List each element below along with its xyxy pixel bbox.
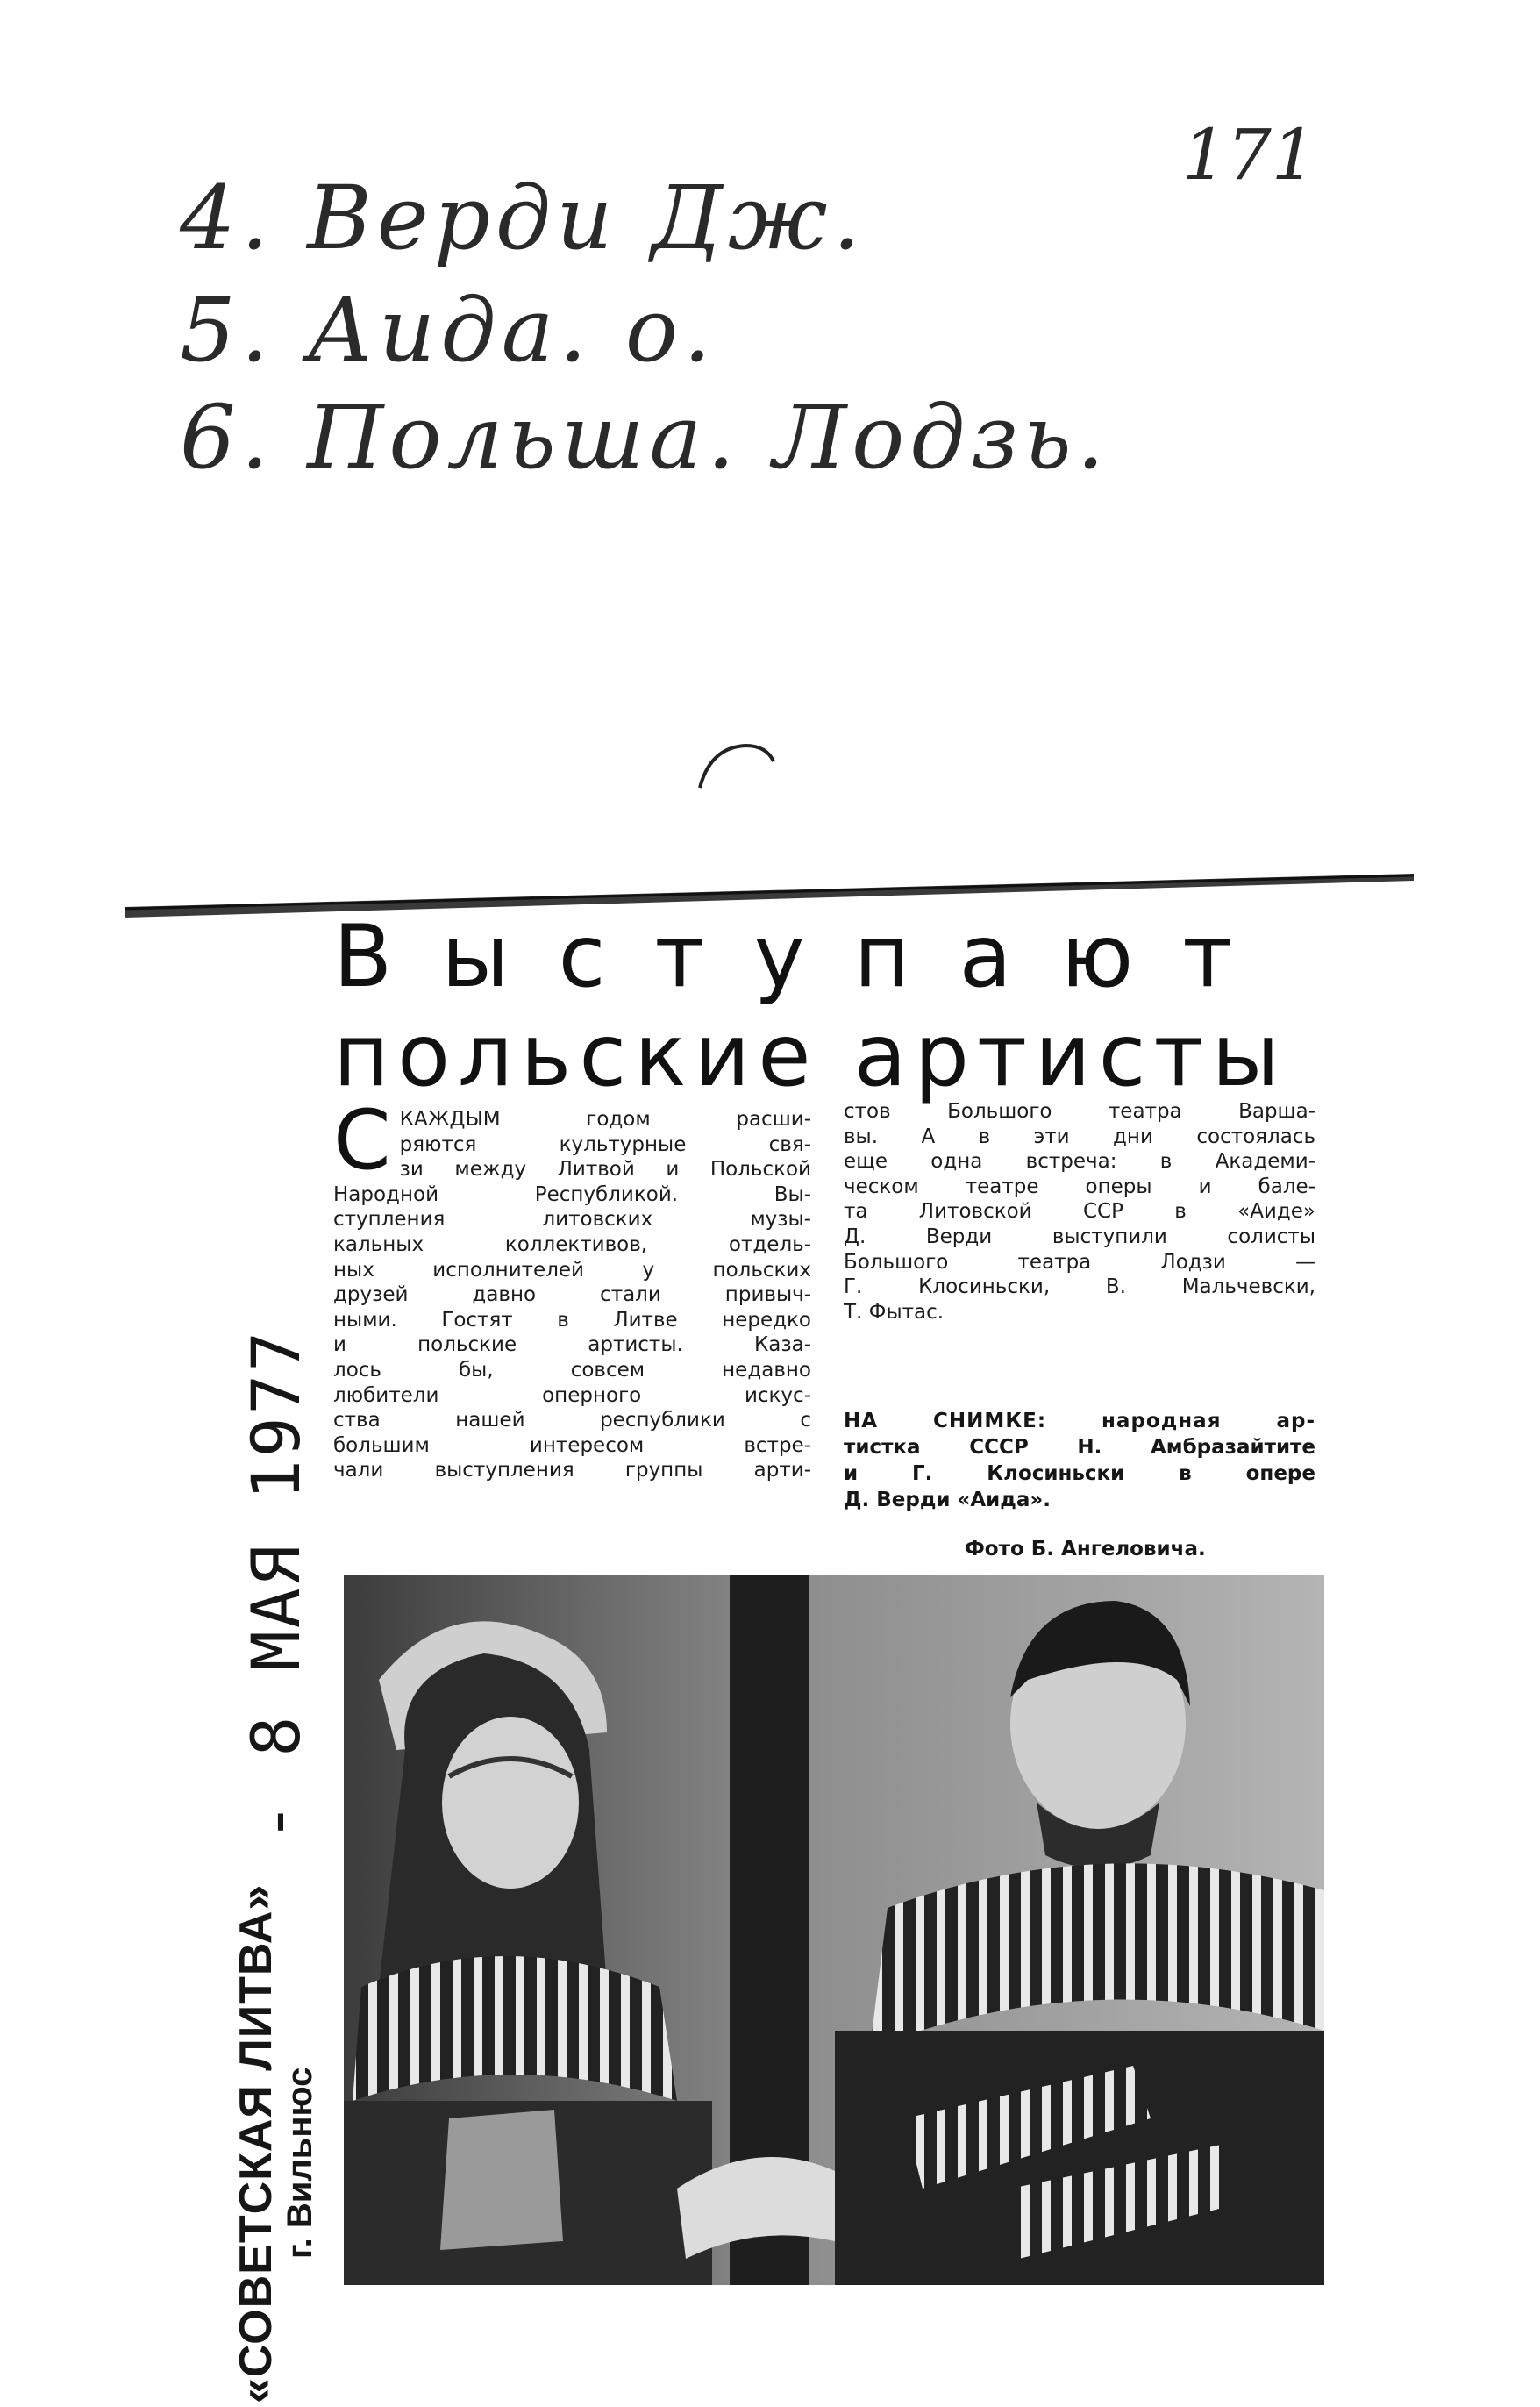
text-line: большим интересом встре- (333, 1433, 811, 1457)
stamp-city: г. Вильнюс (281, 2067, 319, 2259)
text-line: ных исполнителей у польских (333, 1258, 811, 1282)
caption-line: Д. Верди «Аида». (844, 1489, 1051, 1511)
text-line: ческом театре оперы и бале- (844, 1175, 1315, 1198)
text-line: зи между Литвой и Польской (399, 1158, 811, 1182)
page-number: 171 (1182, 114, 1316, 196)
handwritten-note-3: 6. Польша. Лодзь. (180, 386, 1110, 489)
text-line: ства нашей республики с (333, 1409, 811, 1432)
article-column-2 (844, 1099, 1315, 1325)
article-photo (344, 1575, 1324, 2285)
text-line: ступления литовских музы- (333, 1208, 811, 1232)
text-line: чали выступления группы арти- (333, 1459, 811, 1482)
photo-credit: Фото Б. Ангеловича. (965, 1538, 1206, 1561)
text-line: Большого театра Лодзи — (844, 1250, 1315, 1274)
text-line: стов Большого театра Варша- (844, 1100, 1315, 1123)
text-line: ными. Гостят в Литве нередко (333, 1308, 811, 1332)
text-line: Д. Верди выступили солисты (844, 1225, 1315, 1248)
drop-cap: С (333, 1093, 391, 1189)
text-line: КАЖДЫМ годом расши- (399, 1108, 811, 1131)
text-line: ряются культурные свя- (399, 1132, 811, 1156)
headline-line-2: польские артисты (333, 1006, 1288, 1106)
caption-line: НА СНИМКЕ: народная ар- (844, 1410, 1315, 1432)
photo-caption (844, 1408, 1315, 1513)
text-line: та Литовской ССР в «Аиде» (844, 1200, 1315, 1224)
text-line: и польские артисты. Каза- (333, 1333, 811, 1357)
text-line: Народной Республикой. Вы- (333, 1182, 811, 1206)
text-line: лось бы, совсем недавно (333, 1358, 811, 1382)
caption-line: тистка СССР Н. Амбразайтите (844, 1436, 1315, 1459)
text-line: любители оперного искус- (333, 1383, 811, 1407)
headline-line-1: Выступают (333, 907, 1282, 1007)
text-line: вы. А в эти дни состоялась (844, 1125, 1315, 1148)
caption-line: и Г. Клосиньски в опере (844, 1462, 1315, 1485)
handwritten-note-1: 4. Верди Дж. (180, 167, 866, 269)
text-line: еще одна встреча: в Академи- (844, 1150, 1315, 1174)
stamp-newspaper: «СОВЕТСКАЯ ЛИТВА» (231, 1883, 282, 2403)
article-column-1 (333, 1093, 811, 1483)
text-line: кальных коллективов, отдель- (333, 1232, 811, 1256)
text-line: Г. Клосиньски, В. Мальчевски, (844, 1275, 1315, 1299)
staple-mark (693, 742, 781, 795)
text-line: Т. Фытас. (844, 1300, 945, 1324)
handwritten-note-2: 5. Аида. о. (180, 279, 717, 382)
text-line: друзей давно стали привыч- (333, 1283, 811, 1307)
stamp-date: - 8 МАЯ 1977 (237, 1328, 315, 1842)
